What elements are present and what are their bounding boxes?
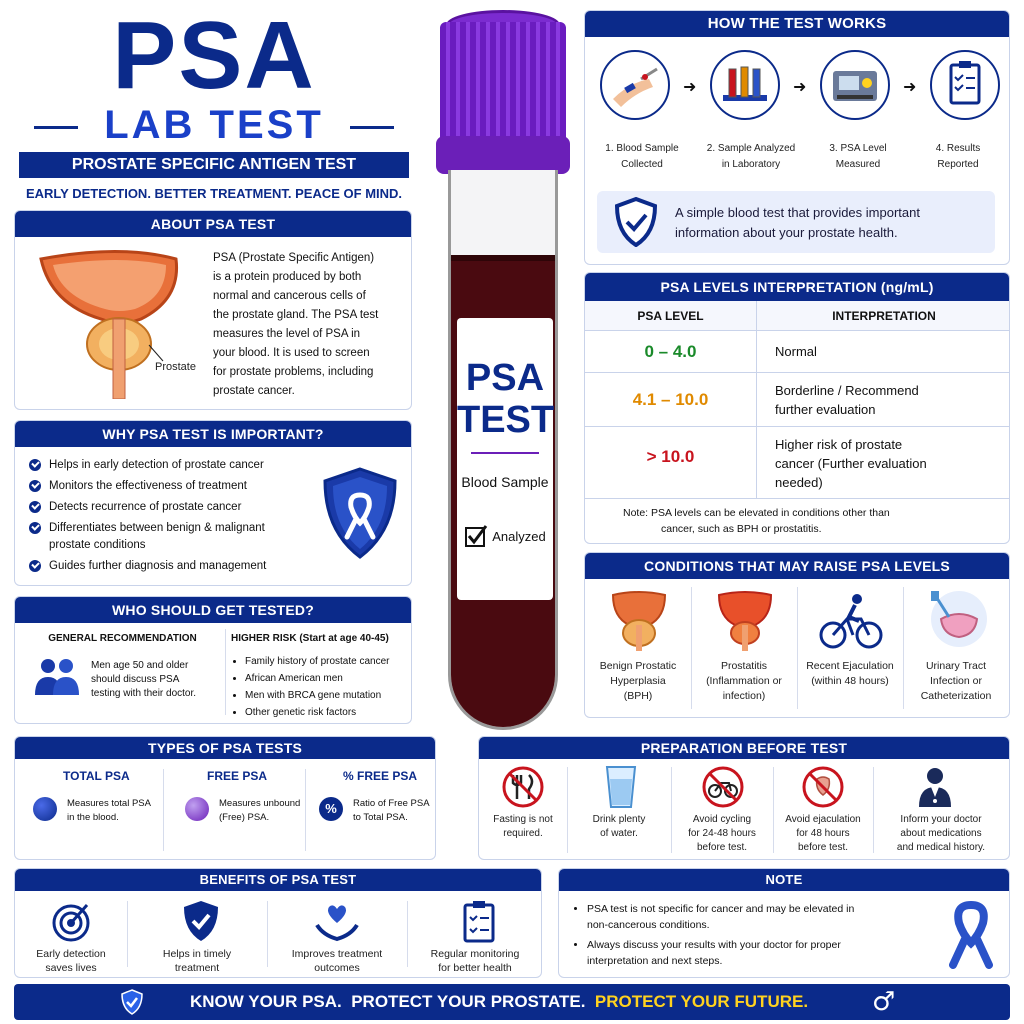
analyzed-label: Analyzed [492, 528, 546, 544]
water-glass-icon [603, 765, 639, 809]
how-note-line: A simple blood test that provides important [675, 205, 920, 220]
types-panel [14, 736, 436, 860]
percent-icon: % [319, 797, 343, 821]
step-caption-line: 4. Results [935, 143, 981, 154]
type-title: FREE PSA [207, 769, 268, 783]
clipboard-icon [461, 899, 497, 943]
check-icon [29, 522, 41, 534]
about-line: prostate cancer. [213, 385, 295, 397]
prostate-icon [31, 249, 211, 399]
condition-caption [903, 659, 1009, 704]
benefits-panel [14, 868, 542, 978]
type-desc [353, 797, 430, 825]
why-item-text: Detects recurrence of prostate cancer [49, 501, 242, 513]
condition-caption [797, 659, 903, 689]
no-cycling-icon [701, 765, 745, 809]
levels-panel [584, 272, 1010, 544]
about-text [213, 249, 408, 401]
levels-header: PSA LEVELS INTERPRETATION (ng/mL) [585, 273, 1009, 301]
prep-line: Fasting is not [493, 814, 553, 825]
footer-slogan-highlight: PROTECT YOUR FUTURE. [594, 992, 809, 1011]
check-icon [29, 560, 41, 572]
note-text: PSA test is not specific for cancer and may be elevated in [587, 903, 855, 915]
divider [797, 587, 798, 709]
list-item [29, 558, 309, 575]
benefit-caption [407, 947, 542, 975]
prep-line: required. [503, 828, 543, 839]
interpretation-text: Higher risk of prostate [775, 437, 903, 452]
list-item [29, 478, 309, 495]
general-line: testing with their doctor. [91, 688, 197, 699]
table-row [585, 331, 1010, 373]
solid-sphere-icon [33, 797, 57, 821]
note-list [587, 901, 927, 969]
type-card-percent [305, 767, 436, 857]
prep-caption [773, 813, 873, 855]
note-header: NOTE [559, 869, 1009, 891]
about-line: your blood. It is used to screen [213, 347, 370, 359]
about-panel [14, 210, 412, 410]
benefits-header: BENEFITS OF PSA TEST [15, 869, 541, 891]
list-item: • Other genetic risk factors [245, 704, 390, 721]
how-note-line: information about your prostate health. [675, 225, 898, 240]
prostate-illustration [31, 249, 211, 399]
why-header: WHY PSA TEST IS IMPORTANT? [15, 421, 411, 447]
benefit-line: Helps in timely [162, 948, 232, 960]
benefit-caption [127, 947, 267, 975]
benefit-line: saves lives [45, 962, 97, 974]
title-block [14, 2, 414, 208]
step-caption-line: Measured [835, 159, 881, 170]
benefit-line: for better health [438, 962, 512, 974]
about-line: the prostate gland. The PSA test [213, 309, 379, 321]
arrow-right-icon: ➜ [903, 79, 917, 96]
condition-line: Urinary Tract [925, 660, 987, 672]
table-header-row [585, 301, 1010, 331]
list-item: • Family history of prostate cancer [245, 653, 390, 670]
column-header: INTERPRETATION [832, 309, 936, 323]
page-title: PSA [112, 2, 316, 109]
levels-note [623, 505, 890, 537]
interpretation-cell [757, 427, 1010, 498]
tagline: EARLY DETECTION. BETTER TREATMENT. PEACE OF MIND. [25, 186, 403, 201]
why-panel [14, 420, 412, 586]
about-line: normal and cancerous cells of [213, 290, 366, 302]
tube-cap [436, 10, 570, 170]
type-desc-line: Measures total PSA [67, 798, 151, 809]
type-desc-line: (Free) PSA. [219, 812, 270, 823]
prep-line: for 24-48 hours [688, 828, 756, 839]
about-line: is a protein produced by both [213, 271, 362, 283]
checkbox-icon [464, 524, 488, 548]
table-row [585, 373, 1010, 427]
no-food-icon [501, 765, 545, 809]
general-title: GENERAL RECOMMENDATION [48, 633, 197, 644]
tube-label [457, 318, 553, 600]
about-line: measures the level of PSA in [213, 328, 361, 340]
type-desc [219, 797, 300, 825]
step-caption-line: 2. Sample Analyzed [706, 143, 796, 154]
blood-draw-icon [599, 49, 671, 121]
who-panel [14, 596, 412, 724]
title-band: PROSTATE SPECIFIC ANTIGEN TEST [19, 152, 409, 178]
prep-line: before test. [797, 842, 849, 853]
prep-caption [671, 813, 773, 855]
general-line: should discuss PSA [91, 674, 180, 685]
list-item [587, 901, 927, 933]
benefit-line: Early detection [36, 948, 106, 960]
urinary-tract-icon [925, 589, 989, 651]
levels-table [585, 301, 1010, 499]
condition-line: (BPH) [623, 690, 653, 702]
doctor-icon [915, 765, 955, 809]
why-list [29, 457, 309, 575]
analyzed-row [457, 524, 553, 548]
check-icon [29, 459, 41, 471]
step-caption [699, 141, 803, 173]
target-icon [49, 899, 93, 943]
prep-line: before test. [696, 842, 748, 853]
shield-check-icon [120, 989, 144, 1015]
prep-line: Avoid cycling [692, 814, 752, 825]
list-item: • African American men [245, 670, 390, 687]
male-symbol-icon: ♂ [872, 987, 896, 1017]
type-card-free [163, 767, 305, 857]
condition-line: Infection or [930, 675, 982, 687]
lab-tubes-icon [709, 49, 781, 121]
table-row [585, 427, 1010, 499]
interpretation-cell [757, 331, 1010, 372]
note-text: interpretation and next steps. [587, 955, 723, 967]
benefit-caption [267, 947, 407, 975]
prep-line: Drink plenty [592, 814, 646, 825]
general-line: Men age 50 and older [91, 660, 189, 671]
free-sphere-icon [185, 797, 209, 821]
column-header: PSA LEVEL [585, 301, 757, 330]
footer-slogan [190, 984, 808, 1020]
level-value: > 10.0 [585, 427, 757, 498]
prep-line: about medications [900, 828, 982, 839]
levels-note-line: Note: PSA levels can be elevated in conditions other than [623, 507, 890, 519]
subtitle-row [14, 102, 414, 148]
list-item: • Men with BRCA gene mutation [245, 687, 390, 704]
risk-title: HIGHER RISK (Start at age 40-45) [231, 633, 389, 644]
benefit-line: treatment [174, 962, 220, 974]
list-item [29, 499, 309, 516]
prostate-label: Prostate [155, 361, 196, 373]
step-caption-line: Reported [937, 159, 979, 170]
steps-row [595, 49, 1001, 149]
arrow-right-icon: ➜ [793, 79, 807, 96]
how-header: HOW THE TEST WORKS [585, 11, 1009, 37]
step-caption-line: in Laboratory [721, 159, 781, 170]
divider [225, 629, 226, 715]
tube-label-psa: PSA [465, 357, 545, 399]
report-clipboard-icon [929, 49, 1001, 121]
cyclist-icon [819, 593, 883, 651]
level-value: 0 – 4.0 [585, 331, 757, 372]
prep-line: for 48 hours [796, 828, 850, 839]
page-subtitle: LAB TEST [104, 103, 324, 147]
type-desc-line: in the blood. [67, 812, 119, 823]
condition-line: infection) [722, 690, 766, 702]
risk-list [245, 653, 390, 721]
prep-caption [567, 813, 671, 841]
tube-label-test: TEST [457, 399, 555, 441]
how-panel [584, 10, 1010, 265]
condition-caption [691, 659, 797, 704]
benefit-line: Improves treatment [291, 948, 383, 960]
ribbon-shield-icon [319, 465, 401, 561]
condition-line: Prostatitis [720, 660, 768, 672]
interpretation-text: needed) [775, 475, 823, 490]
divider-right [350, 126, 394, 129]
benefit-caption [15, 947, 127, 975]
footer-slogan-part: KNOW YOUR PSA. [190, 992, 342, 1011]
type-desc-line: Ratio of Free PSA [353, 798, 430, 809]
condition-line: Catheterization [920, 690, 992, 702]
enlarged-prostate-icon [609, 589, 669, 651]
about-header: ABOUT PSA TEST [15, 211, 411, 237]
benefit-line: outcomes [314, 962, 360, 974]
list-item [29, 520, 309, 537]
step-caption [595, 141, 689, 173]
condition-line: (within 48 hours) [811, 675, 889, 687]
step-caption-line: 1. Blood Sample [605, 143, 679, 154]
people-icon [33, 657, 81, 697]
analyzer-machine-icon [819, 49, 891, 121]
benefit-line: Regular monitoring [430, 948, 520, 960]
tube-body [448, 170, 558, 730]
interpretation-text: further evaluation [775, 402, 876, 417]
list-item [29, 457, 309, 474]
condition-line: (Inflammation or [706, 675, 782, 687]
why-item-text: Helps in early detection of prostate cancer [49, 459, 264, 471]
who-header: WHO SHOULD GET TESTED? [15, 597, 411, 623]
condition-line: Benign Prostatic [599, 660, 677, 672]
how-note [597, 191, 995, 253]
divider-left [34, 126, 78, 129]
test-tube [436, 10, 570, 730]
inflamed-prostate-icon [715, 589, 775, 651]
shield-check-icon [613, 197, 659, 247]
conditions-header: CONDITIONS THAT MAY RAISE PSA LEVELS [585, 553, 1009, 579]
step-caption [915, 141, 1001, 173]
arrow-right-icon: ➜ [683, 79, 697, 96]
prep-line: of water. [600, 828, 638, 839]
type-desc [67, 797, 151, 825]
why-item-text: Guides further diagnosis and management [49, 560, 267, 572]
prep-line: and medical history. [896, 842, 986, 853]
interpretation-text: Borderline / Recommend [775, 383, 919, 398]
level-value: 4.1 – 10.0 [585, 373, 757, 426]
about-line: for prostate problems, including [213, 366, 374, 378]
list-item [587, 937, 927, 969]
conditions-panel [584, 552, 1010, 718]
check-icon [29, 480, 41, 492]
levels-note-line: cancer, such as BPH or prostatitis. [661, 523, 822, 535]
note-text: non-cancerous conditions. [587, 919, 710, 931]
type-title: % FREE PSA [343, 769, 418, 783]
check-icon [29, 501, 41, 513]
interpretation-text: cancer (Further evaluation [775, 456, 927, 471]
why-item-text: prostate conditions [49, 539, 146, 551]
interpretation-text: Normal [775, 344, 817, 359]
blood-sample-label: Blood Sample [461, 474, 549, 490]
prep-caption [479, 813, 567, 841]
shield-check-icon [181, 899, 221, 943]
why-item-text: Differentiates between benign & malignant [49, 522, 265, 534]
type-card-total [15, 767, 163, 857]
prep-line: Avoid ejaculation [785, 814, 861, 825]
step-caption-line: Collected [621, 159, 663, 170]
types-header: TYPES OF PSA TESTS [15, 737, 435, 759]
hands-heart-icon [313, 899, 361, 943]
condition-line: Recent Ejaculation [806, 660, 894, 672]
general-text [91, 659, 223, 701]
condition-caption [585, 659, 691, 704]
about-line: PSA (Prostate Specific Antigen) [213, 252, 375, 264]
prep-line: Inform your doctor [900, 814, 982, 825]
step-caption [813, 141, 903, 173]
prep-caption [873, 813, 1009, 855]
type-desc-line: to Total PSA. [353, 812, 408, 823]
how-note-text [675, 203, 920, 243]
why-item-text: Monitors the effectiveness of treatment [49, 480, 247, 492]
note-text: Always discuss your results with your doctor for proper [587, 939, 841, 951]
note-panel [558, 868, 1010, 978]
step-caption-line: 3. PSA Level [829, 143, 887, 154]
type-title: TOTAL PSA [63, 769, 130, 783]
awareness-ribbon-icon [945, 899, 997, 969]
no-ejaculation-icon [801, 765, 845, 809]
prep-panel [478, 736, 1010, 860]
interpretation-cell [757, 373, 1010, 426]
footer-banner [14, 984, 1010, 1020]
condition-line: Hyperplasia [610, 675, 666, 687]
type-desc-line: Measures unbound [219, 798, 301, 809]
divider [471, 452, 539, 454]
prep-header: PREPARATION BEFORE TEST [479, 737, 1009, 759]
footer-slogan-part: PROTECT YOUR PROSTATE. [351, 992, 586, 1011]
